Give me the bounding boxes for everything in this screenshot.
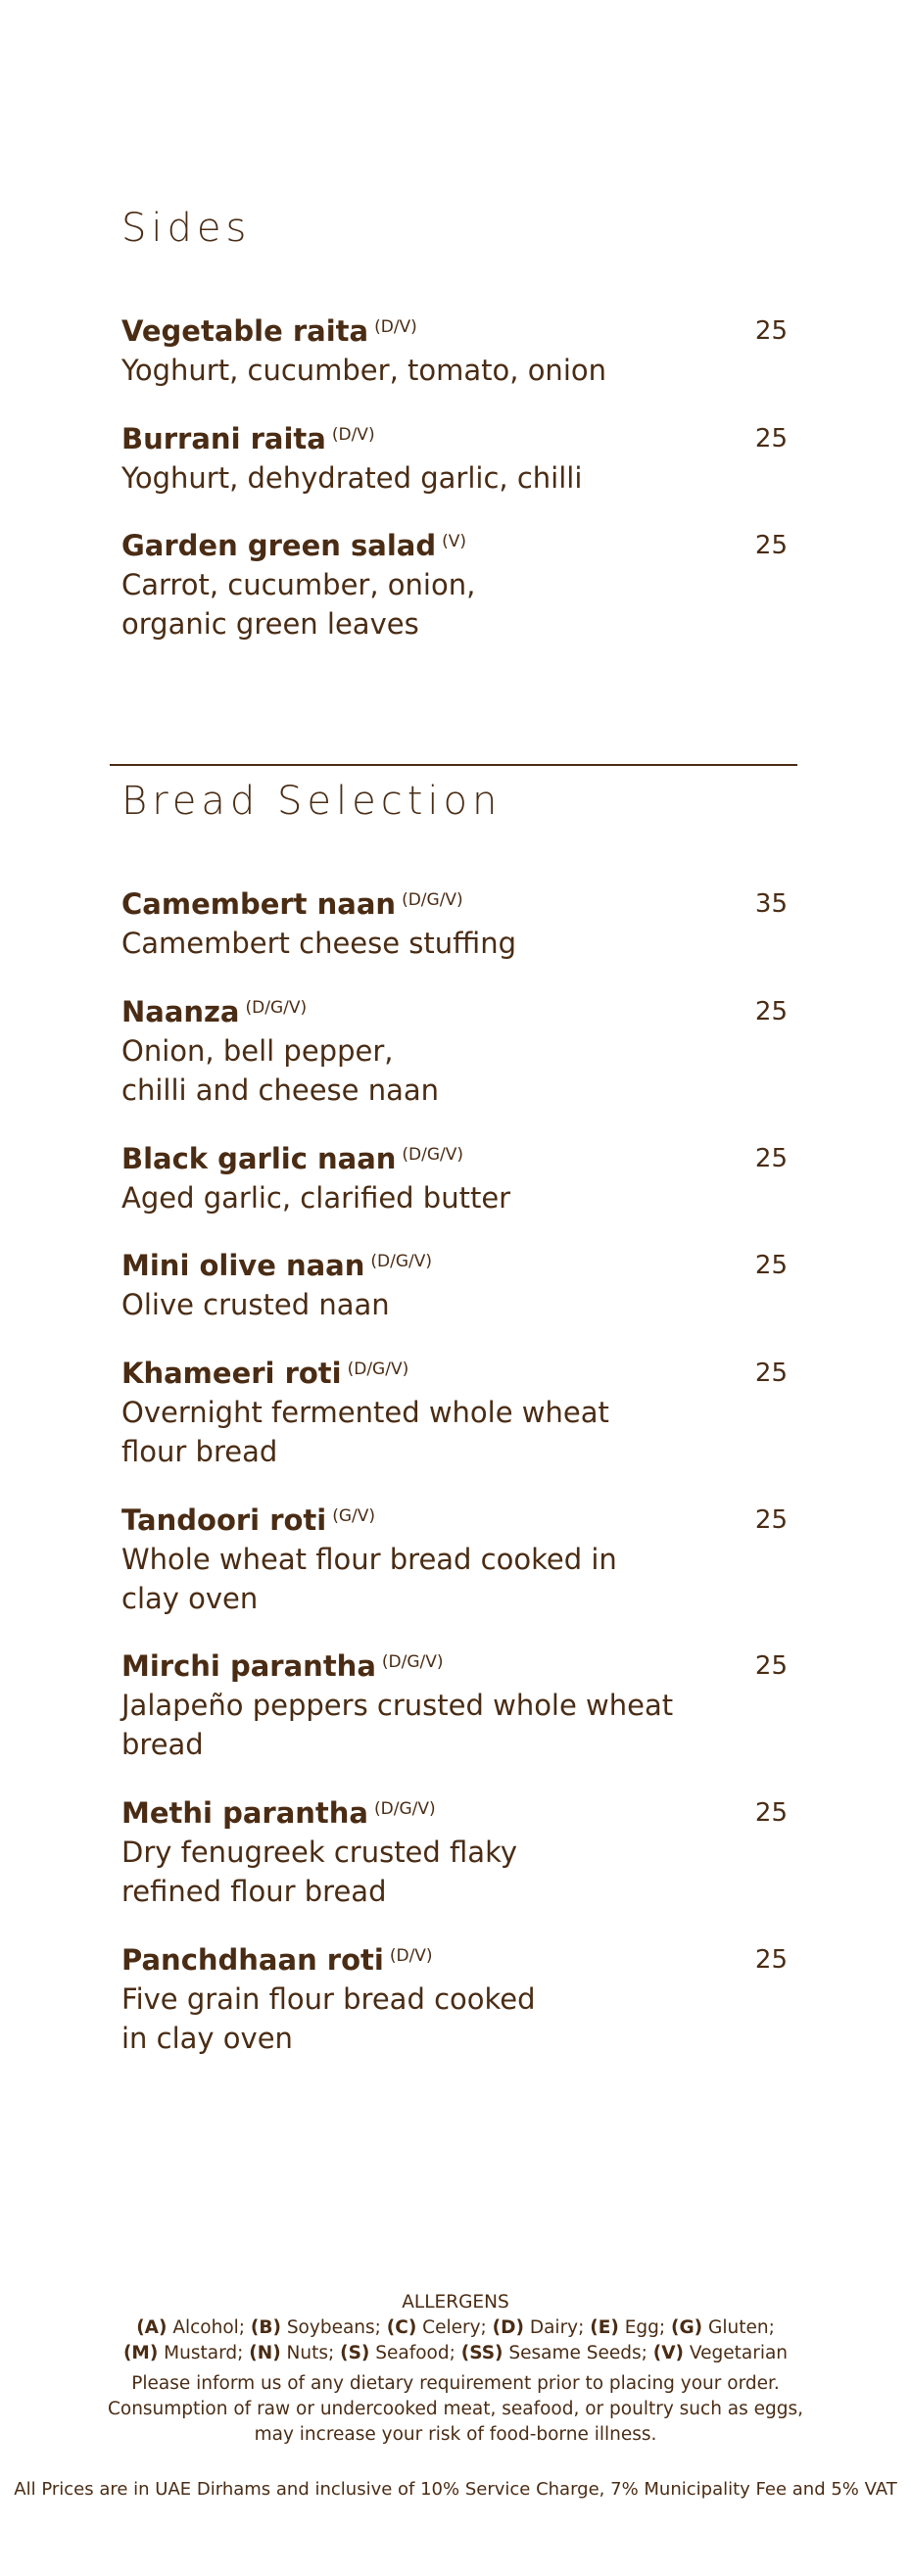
item-price: 25 xyxy=(754,997,788,1026)
item-price: 25 xyxy=(754,1798,788,1828)
item-price: 35 xyxy=(754,889,788,919)
allergen-tag: (D/G/V) xyxy=(402,890,463,910)
item-description: Whole wheat flour bread cooked in clay oven xyxy=(121,1543,617,1615)
menu-item xyxy=(121,1940,788,2058)
allergen-code: (A) xyxy=(136,2317,168,2338)
item-name: Tandoori roti $^{(G/V)}$ xyxy=(121,1503,376,1537)
item-description: Jalapeño peppers crusted whole wheat bread xyxy=(121,1689,674,1761)
allergen-label: Dairy; xyxy=(529,2317,585,2338)
item-price: 25 xyxy=(754,424,788,453)
item-price: 25 xyxy=(754,1651,788,1681)
menu-item xyxy=(121,1793,788,1911)
allergen-label: Mustard; xyxy=(164,2343,244,2363)
item-name: Vegetable raita $^{(D/V)}$ xyxy=(121,314,417,348)
menu-item xyxy=(121,992,788,1110)
food-safety-notice-cont: may increase your risk of food-borne illness. xyxy=(254,2424,657,2445)
allergen-code: (E) xyxy=(590,2317,619,2338)
allergen-label: Vegetarian xyxy=(689,2343,789,2363)
item-price: 25 xyxy=(754,531,788,560)
prices-note: All Prices are in UAE Dirhams and inclusive of 10% Service Charge, 7% Municipality Fee and 5% VAT xyxy=(14,2479,897,2500)
item-description: Carrot, cucumber, onion, organic green leaves xyxy=(121,568,476,641)
allergens-list-line2 xyxy=(0,2341,911,2366)
item-description: Camembert cheese stuffing xyxy=(121,927,516,960)
allergen-tag: (G/V) xyxy=(332,1506,376,1526)
item-price: 25 xyxy=(754,1251,788,1280)
item-name: Methi parantha $^{(D/G/V)}$ xyxy=(121,1796,436,1830)
allergen-tag: (D/V) xyxy=(331,425,375,445)
item-description: Yoghurt, dehydrated garlic, chilli xyxy=(121,461,583,495)
allergen-code: (B) xyxy=(250,2317,281,2338)
item-price: 25 xyxy=(754,1945,788,1975)
item-description: Overnight fermented whole wheat flour bread xyxy=(121,1396,609,1468)
section-divider xyxy=(110,764,797,766)
allergen-code: (S) xyxy=(340,2343,370,2363)
item-name: Garden green salad $^{(V)}$ xyxy=(121,529,466,562)
item-price: 25 xyxy=(754,316,788,346)
menu-item xyxy=(121,884,788,963)
allergen-label: Celery; xyxy=(422,2317,487,2338)
item-name: Panchdhaan roti $^{(D/V)}$ xyxy=(121,1943,433,1977)
item-name: Mini olive naan $^{(D/G/V)}$ xyxy=(121,1249,433,1282)
allergen-label: Nuts; xyxy=(286,2343,335,2363)
allergen-label: Soybeans; xyxy=(286,2317,381,2338)
dietary-notice: Please inform us of any dietary requirement prior to placing your order. xyxy=(131,2373,780,2394)
item-name: Black garlic naan $^{(D/G/V)}$ xyxy=(121,1142,464,1175)
allergen-tag: (D/G/V) xyxy=(374,1799,436,1819)
menu-item xyxy=(121,1646,788,1764)
food-safety-notice: Consumption of raw or undercooked meat, seafood, or poultry such as eggs, xyxy=(107,2399,804,2419)
allergen-code: (C) xyxy=(386,2317,417,2338)
allergen-code: (D) xyxy=(492,2317,524,2338)
menu-item xyxy=(121,311,788,390)
allergen-label: Egg; xyxy=(624,2317,666,2338)
menu-item xyxy=(121,526,788,644)
allergen-tag: (D/G/V) xyxy=(245,998,308,1018)
item-name: Naanza $^{(D/G/V)}$ xyxy=(121,995,308,1028)
item-name: Khameeri roti $^{(D/G/V)}$ xyxy=(121,1357,409,1390)
allergen-label: Seafood; xyxy=(375,2343,456,2363)
item-description: Onion, bell pepper, chilli and cheese naan xyxy=(121,1034,440,1107)
menu-item xyxy=(121,1246,788,1324)
allergen-label: Sesame Seeds; xyxy=(508,2343,647,2363)
sides-title: Sides xyxy=(121,206,252,251)
item-name: Mirchi parantha $^{(D/G/V)}$ xyxy=(121,1649,444,1683)
allergen-label: Alcohol; xyxy=(172,2317,246,2338)
item-description: Dry fenugreek crusted flaky refined flour bread xyxy=(121,1836,517,1908)
allergen-tag: (D/G/V) xyxy=(370,1252,433,1271)
allergen-code: (V) xyxy=(652,2343,685,2363)
allergen-tag: (D/V) xyxy=(374,317,417,337)
item-name: Camembert naan $^{(D/G/V)}$ xyxy=(121,887,463,921)
allergens-list-line1 xyxy=(0,2315,911,2341)
allergen-tag: (D/V) xyxy=(389,1946,433,1966)
menu-item xyxy=(121,419,788,498)
allergen-code: (N) xyxy=(249,2343,281,2363)
item-price: 25 xyxy=(754,1505,788,1535)
bread-selection-title: Bread Selection xyxy=(121,779,503,824)
item-description: Five grain flour bread cooked in clay oven xyxy=(121,1982,536,2055)
menu-item xyxy=(121,1501,788,1618)
allergen-tag: (D/G/V) xyxy=(381,1652,444,1672)
allergens-heading: ALLERGENS xyxy=(402,2292,509,2313)
allergen-tag: (V) xyxy=(442,532,466,551)
item-description: Yoghurt, cucumber, tomato, onion xyxy=(121,354,606,387)
item-description: Aged garlic, clarified butter xyxy=(121,1181,511,1215)
menu-item xyxy=(121,1139,788,1217)
item-name: Burrani raita $^{(D/V)}$ xyxy=(121,422,375,455)
allergen-code: (G) xyxy=(671,2317,703,2338)
allergen-label: Gluten; xyxy=(708,2317,775,2338)
menu-item xyxy=(121,1354,788,1471)
item-description: Olive crusted naan xyxy=(121,1288,390,1321)
allergen-code: (M) xyxy=(122,2343,159,2363)
allergen-tag: (D/G/V) xyxy=(402,1145,464,1165)
item-price: 25 xyxy=(754,1144,788,1173)
allergen-tag: (D/G/V) xyxy=(347,1360,409,1379)
allergen-code: (SS) xyxy=(460,2343,503,2363)
item-price: 25 xyxy=(754,1359,788,1388)
